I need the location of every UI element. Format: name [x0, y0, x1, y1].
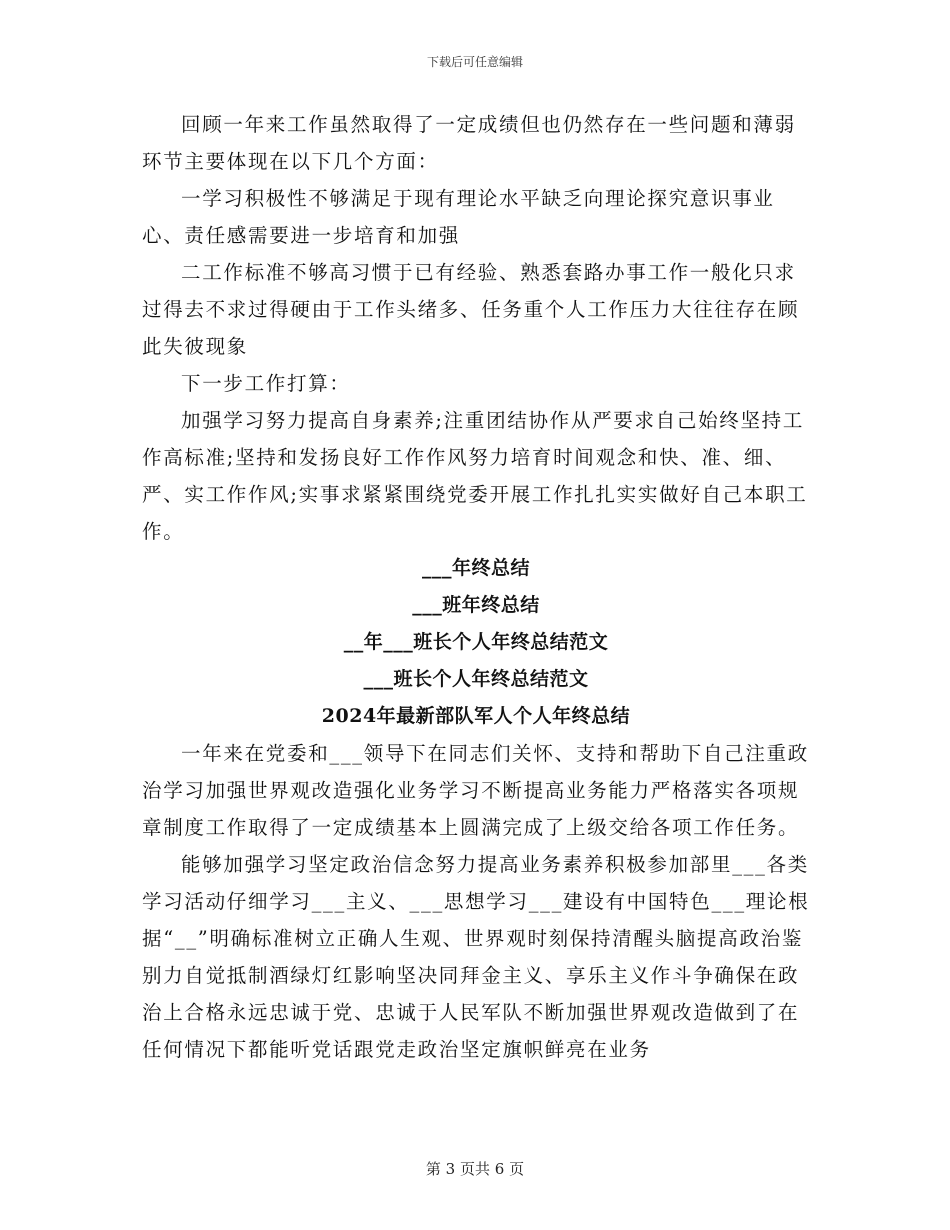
page-header: 下载后可任意编辑 — [426, 55, 523, 69]
heading-squad-leader-sample: ___班长个人年终总结范文 — [363, 668, 589, 690]
paragraph-next-plan-title: 下一步工作打算： — [181, 372, 351, 395]
paragraph-issue-2: 二工作标准不够高习惯于已有经验、熟悉套路办事工作一般化只求过得去不求过得硬由于工作头绪多、任务重个人工作压力大往往存在顾此失彼现象 — [142, 261, 800, 358]
heading-soldier-summary-2024: 2024年最新部队军人个人年终总结 — [321, 705, 631, 727]
paragraph-review: 回顾一年来工作虽然取得了一定成绩但也仍然存在一些问题和薄弱环节主要体现在以下几个方面： — [142, 113, 796, 173]
heading-class-summary: ___班年终总结 — [412, 594, 540, 616]
paragraph-year-overview: 一年来在党委和___领导下在同志们关怀、支持和帮助下自己注重政治学习加强世界观改造强化业务学习不断提高业务能力严格落实各项规章制度工作取得了一定成绩基本上圆满完成了上级交给各项工作任务。 — [142, 742, 809, 839]
document-body — [142, 106, 810, 1068]
heading-squad-leader-sample-year: __年___班长个人年终总结范文 — [343, 631, 609, 653]
paragraph-next-plan: 加强学习努力提高自身素养;注重团结协作从严要求自己始终坚持工作高标准;坚持和发扬良好工作作风努力培育时间观念和快、准、细、严、实工作作风;实事求紧紧围绕党委开展工作扎扎实实做好自己本职工作。 — [142, 409, 808, 543]
heading-year-end-summary: ___年终总结 — [421, 557, 530, 579]
paragraph-issue-1: 一学习积极性不够满足于现有理论水平缺乏向理论探究意识事业心、责任感需要进一步培育和加强 — [142, 187, 775, 247]
paragraph-political-study: 能够加强学习坚定政治信念努力提高业务素养积极参加部里___各类学习活动仔细学习___主义、___思想学习___建设有中国特色___理论根据“__”明确标准树立正确人生观、世界观时刻保持清醒头脑提高政治鉴别力自觉抵制酒绿灯红影响坚决同拜金主义、享乐主义作斗争确保在政治上合格永远忠诚于党、忠诚于人民军队不断加强世界观改造做到了在任何情况下都能听党话跟党走政治坚定旗帜鲜亮在业务 — [142, 853, 810, 1061]
page-number: 第 3 页共 6 页 — [425, 1160, 525, 1178]
